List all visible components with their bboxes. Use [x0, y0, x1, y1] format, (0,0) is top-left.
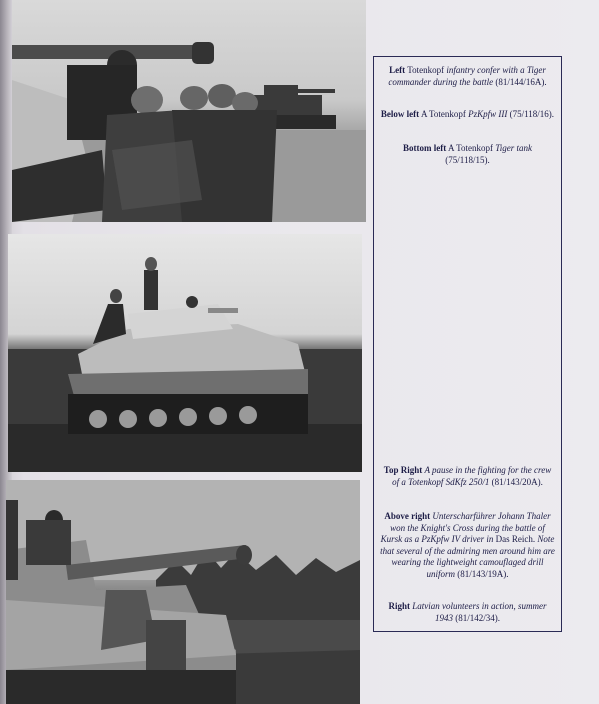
caption-below-left-unit: A Totenkopf: [420, 109, 466, 119]
caption-above-right-text2: Note that several of the admiring men around him are wearing the lightweight camouflaged drill uniform: [380, 534, 555, 579]
caption-below-left-heading: Below left: [380, 109, 420, 119]
caption-bottom-left-text: Tiger tank: [495, 143, 532, 153]
caption-above-right-ref: (81/143/19A).: [457, 568, 509, 579]
caption-right-text: Latvian volunteers in action, summer 1943: [412, 601, 547, 623]
caption-left-unit: Totenkopf: [407, 65, 445, 75]
caption-left-text: infantry confer with a: [446, 65, 525, 75]
caption-bottom-left-unit: A Totenkopf: [448, 143, 493, 153]
caption-right-ref: (81/142/34).: [455, 612, 500, 623]
caption-left-heading: Left: [389, 65, 406, 75]
caption-above-right: [380, 511, 555, 580]
caption-right-heading: Right: [388, 601, 410, 611]
pzkpfw-iii-photo: [8, 234, 362, 472]
caption-bottom-left-heading: Bottom left: [403, 143, 447, 153]
caption-box: [373, 56, 562, 632]
caption-top-right-text: A pause in the fighting for the crew of a Totenkopf SdKfz 250/1: [392, 465, 552, 487]
caption-above-right-text: Unterscharführer Johann Thaler won the Knight's Cross during the battle of Kursk as a PzKpfw IV driver in: [380, 511, 551, 544]
caption-below-left: [380, 109, 555, 121]
caption-above-right-heading: Above right: [384, 511, 431, 521]
caption-left-text2: Tiger commander during the battle: [388, 65, 546, 87]
caption-top-right-heading: Top Right: [383, 465, 423, 475]
caption-left: [380, 65, 555, 88]
caption-right: [380, 601, 555, 624]
caption-bottom-left-ref: (75/118/15).: [445, 154, 490, 165]
caption-top-right: [380, 465, 555, 488]
caption-left-ref: (81/144/16A).: [495, 76, 547, 87]
caption-below-left-text: PzKpfw III: [468, 109, 508, 119]
tiger-tank-photo: [6, 480, 360, 704]
caption-bottom-left: [380, 143, 555, 166]
totenkopf-infantry-tiger-photo: [12, 0, 366, 222]
caption-below-left-ref: (75/118/16).: [509, 109, 555, 119]
caption-above-right-unit: Das Reich.: [495, 534, 536, 544]
caption-top-right-ref: (81/143/20A).: [491, 476, 543, 487]
